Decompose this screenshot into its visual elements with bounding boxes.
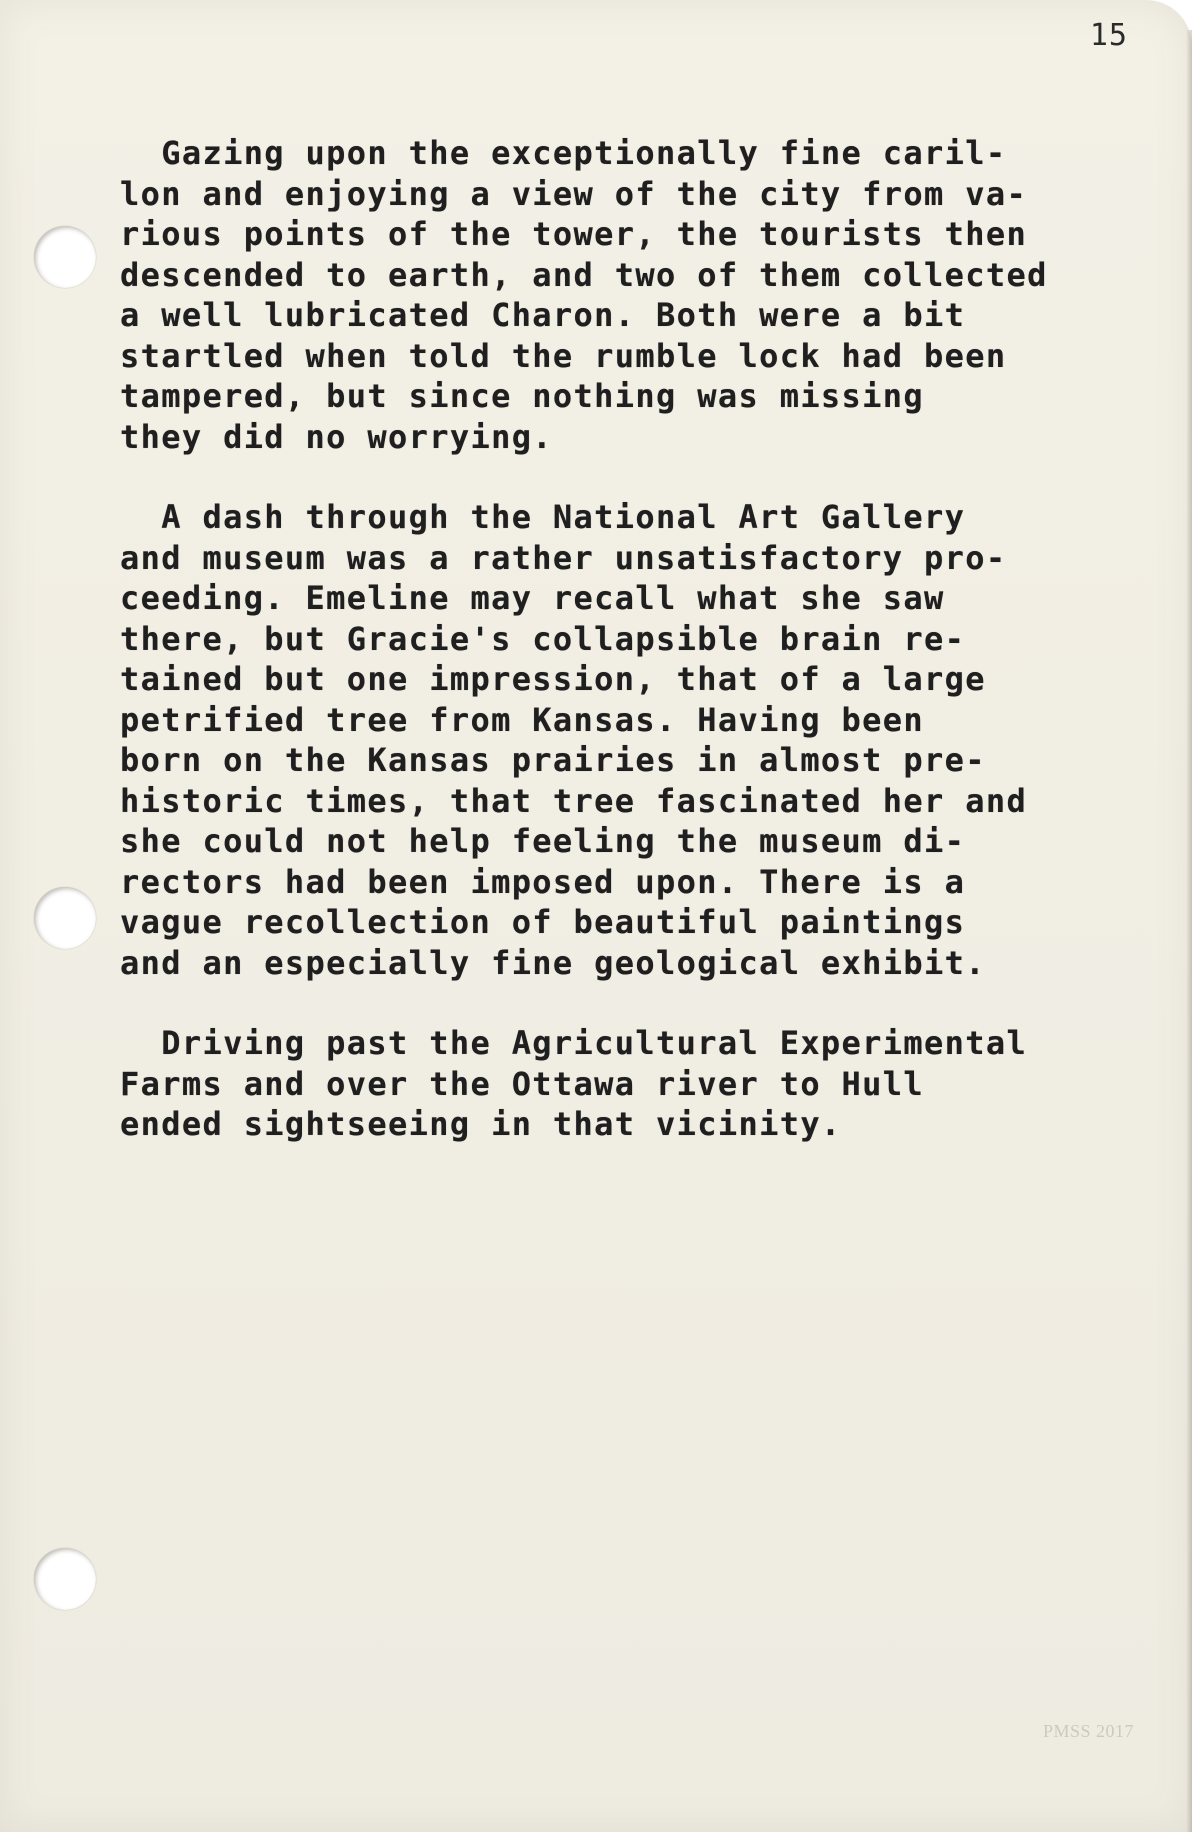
text-line: vague recollection of beautiful paintings — [120, 903, 966, 941]
text-line: startled when told the rumble lock had been — [120, 336, 1007, 375]
text-line: there, but Gracie's collapsible brain re- — [120, 619, 966, 658]
text-line: she could not help feeling the museum di- — [120, 822, 966, 860]
binder-hole-bottom — [34, 1548, 96, 1610]
text-line: rectors had been imposed upon. There is a — [120, 862, 966, 901]
watermark: PMSS 2017 — [1042, 1721, 1134, 1741]
paragraph-art-gallery — [120, 497, 1195, 983]
text-line: Driving past the Agricultural Experimental — [120, 1024, 1028, 1062]
text-line: tained but one impression, that of a large — [120, 660, 986, 698]
text-line: Gazing upon the exceptionally fine caril- — [120, 134, 1007, 172]
text-line: lon and enjoying a view of the city from va- — [120, 174, 1028, 213]
text-line: tampered, but since nothing was missing — [120, 377, 925, 415]
text-line: ceeding. Emeline may recall what she saw — [120, 579, 945, 617]
text-line: born on the Kansas prairies in almost pre- — [120, 741, 986, 779]
text-line: historic times, that tree fascinated her and — [120, 781, 1028, 820]
text-line: petrified tree from Kansas. Having been — [120, 700, 925, 739]
text-line: and museum was a rather unsatisfactory pro- — [120, 538, 1007, 577]
paragraph-carillon — [120, 133, 1195, 457]
binder-hole-top — [34, 226, 96, 288]
text-line: they did no worrying. — [120, 417, 553, 456]
text-line: Farms and over the Ottawa river to Hull — [120, 1064, 925, 1103]
text-line: a well lubricated Charon. Both were a bit — [120, 296, 966, 334]
body-text — [120, 133, 1195, 1145]
text-line: ended sightseeing in that vicinity. — [120, 1105, 842, 1143]
page-number: 15 — [1089, 18, 1128, 53]
text-line: and an especially fine geological exhibit. — [120, 943, 986, 982]
text-line: A dash through the National Art Gallery — [120, 498, 966, 536]
text-line: rious points of the tower, the tourists then — [120, 215, 1028, 253]
text-line: descended to earth, and two of them collected — [120, 255, 1048, 294]
paragraph-driving — [120, 1023, 1195, 1145]
binder-hole-middle — [34, 887, 96, 949]
